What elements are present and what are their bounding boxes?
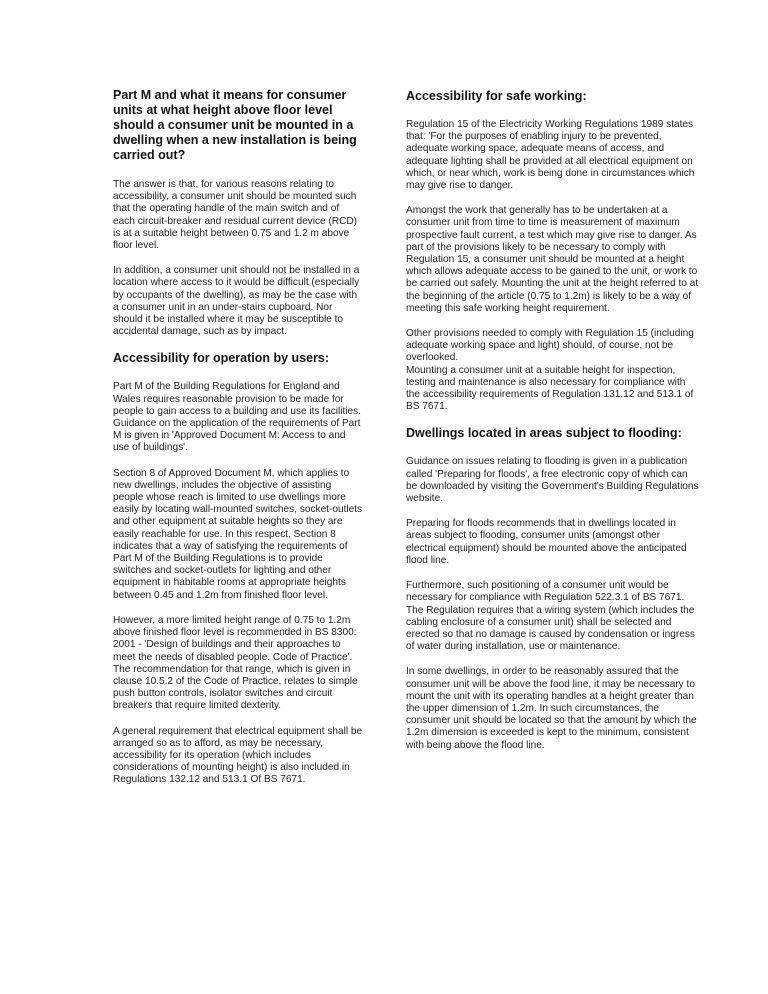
paragraph-flood-guidance: Guidance on issues relating to flooding is given in a publication called 'Preparing for floods', a free electronic copy of which can be downloaded by visiting the Government's Building Regulations website. (406, 456, 699, 505)
right-column (406, 88, 701, 765)
paragraph-general-requirement: A general requirement that electrical equipment shall be arranged so as to afford, as may be necessary, accessibility for its operation (which includes considerations of mounting height) is also included in Regulations 132.12 and 513.1 Of BS 7671. (113, 725, 363, 786)
paragraph-regulation-15: Regulation 15 of the Electricity Working Regulations 1989 states that: 'For the purposes of enabling injury to be prevented, adequate working space, adequate means of access, and adequate lighting shall be provided at all electrical equipment on which, or near which, work is being done in circumstances which may give rise to danger. (406, 119, 695, 192)
heading-flooding: Dwellings located in areas subject to flooding: (406, 426, 682, 441)
paragraph-section-8: Section 8 of Approved Document M, which applies to new dwellings, includes the objective of assisting people whose reach is limited to use dwellings more easily by locating wall-mounted switches, socket-outlets and other equipment at suitable heights so they are easily reachable for use. In this respect, Section 8 indicates that a way of satisfying the requirements of Part M of the Building Regulations is to provide switches and socket-outlets for lighting and other equipment in habitable rooms at appropriate heights between 0.45 and 1.2m from finished floor level. (113, 467, 363, 601)
paragraph-flood-line: Preparing for floods recommends that in dwellings located in areas subject to flooding, consumer units (amongst other electrical equipment) should be mounted above the anticipated flood line. (406, 518, 687, 566)
paragraph-answer: The answer is that, for various reasons relating to accessibility, a consumer unit should be mounted such that the operating handle of the main switch and of each circuit-breaker and residual current device (RCD) is at a suitable height between 0.75 and 1.2 m above floor level. (113, 179, 358, 252)
paragraph-part-m: Part M of the Building Regulations for England and Wales requires reasonable provision to be made for people to gain access to a building and use its facilities. Guidance on the application of the requirements of Part M is given in 'Approved Document M: Access to and use of buildings'. (113, 381, 362, 454)
article-title: Part M and what it means for consumer units at what height above floor level should a consumer unit be mounted in a dwelling when a new installation is being carried out? (113, 88, 357, 162)
paragraph-bs-8300: However, a more limited height range of 0.75 to 1.2m above finished floor level is recommended in BS 8300: 2001 - 'Design of buildings and their approaches to meet the needs of disabled people. Code of Practice'. The recommendation for that range, which is given in clause 10.5.2 of the Code of Practice, relates to simple push button controls, isolator switches and circuit breakers that require limited dexterity. (113, 614, 358, 712)
paragraph-fault-current: Amongst the work that generally has to be undertaken at a consumer unit from time to time is measurement of maximum prospective fault current, a test which may give rise to danger. As part of the provisions likely to be necessary to comply with Regulation 15, a consumer unit should be mounted at a height which allows adequate access to be gained to the unit, or work to be carried out safely. Mounting the unit at the height referred to at the beginning of the article (0.75 to 1.2m) is likely to be a way of meeting this safe working height requirement. (406, 205, 699, 314)
left-column (113, 88, 363, 800)
paragraph-other-provisions: Other provisions needed to comply with Regulation 15 (including adequate working space and light) should, of course, not be overlooked. Mounting a consumer unit at a suitable height for inspection, testing and maintenance is also necessary for compliance with the accessibility requirements of Regulation 131.12 and 513.1 of BS 7671. (406, 328, 694, 413)
heading-operation-by-users: Accessibility for operation by users: (113, 351, 330, 366)
paragraph-height-exceeded: In some dwellings, in order to be reasonably assured that the consumer unit will be above the food line, it may be necessary to mount the unit with its operating handles at a height greater than the upper dimension of 1.2m. In such circumstances, the consumer unit should be located so that the amount by which the 1.2m dimension is exceeded is kept to the minimum, consistent with being above the flood line. (406, 666, 697, 751)
heading-safe-working: Accessibility for safe working: (406, 89, 587, 103)
paragraph-regulation-522: Furthermore, such positioning of a consumer unit would be necessary for compliance with Regulation 522.3.1 of BS 7671. The Regulation requires that a wiring system (which includes the cabling enclosure of a consumer unit) shall be selected and erected so that no damage is caused by condensation or ingress of water during installation, use or maintenance. (406, 580, 695, 653)
paragraph-location: In addition, a consumer unit should not be installed in a location where access to it would be difficult (especially by occupants of the dwelling), as may be the case with a consumer unit in an under-stairs cupboard. Nor should it be installed where it may be susceptible to accidental damage, such as by impact. (113, 265, 360, 338)
